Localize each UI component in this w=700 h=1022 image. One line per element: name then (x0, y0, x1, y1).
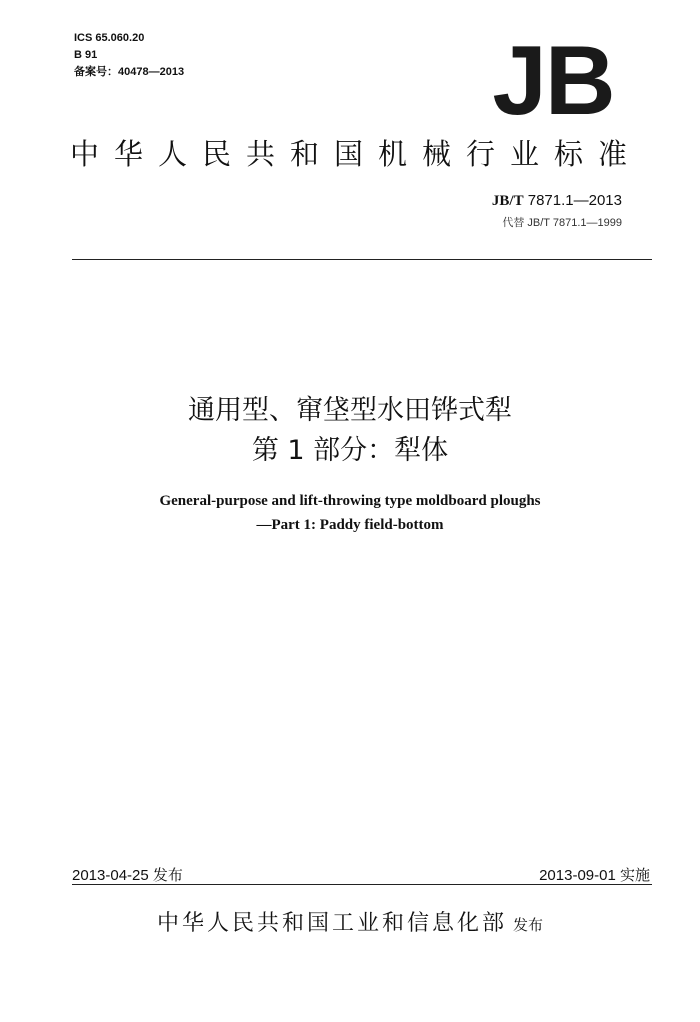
replaces-standard: 代替 JB/T 7871.1—1999 (502, 217, 622, 229)
publisher-name: 中华人民共和国工业和信息化部 (156, 911, 507, 936)
jb-logo (486, 34, 620, 124)
standard-number (492, 192, 622, 210)
issue-date: 2013-04-25 发布 (72, 867, 183, 884)
top-divider (72, 259, 652, 260)
jb-logo-text: JB (492, 34, 614, 124)
record-number: 备案号：40478—2013 (74, 66, 185, 78)
standard-code: 7871.1—2013 (523, 192, 622, 209)
bottom-divider (72, 884, 652, 885)
title-en-line2: —Part 1: Paddy field-bottom (256, 517, 444, 533)
standard-prefix: JB/T (491, 193, 524, 209)
publisher-suffix: 发布 (513, 916, 544, 934)
industry-standard-title: 中华人民共和国机械行业标准 (70, 137, 643, 171)
title-cn-line1: 通用型、窜垡型水田铧式犁 (188, 395, 512, 426)
classification-block (74, 30, 184, 81)
publisher (0, 906, 700, 937)
ics-code: ICS 65.060.20 (74, 32, 145, 44)
title-en-line1: General-purpose and lift-throwing type moldboard ploughs (159, 493, 541, 509)
implementation-date: 2013-09-01 实施 (539, 867, 650, 884)
title-cn-line2: 第 1 部分：犁体 (251, 435, 449, 466)
ccs-code: B 91 (74, 49, 98, 61)
